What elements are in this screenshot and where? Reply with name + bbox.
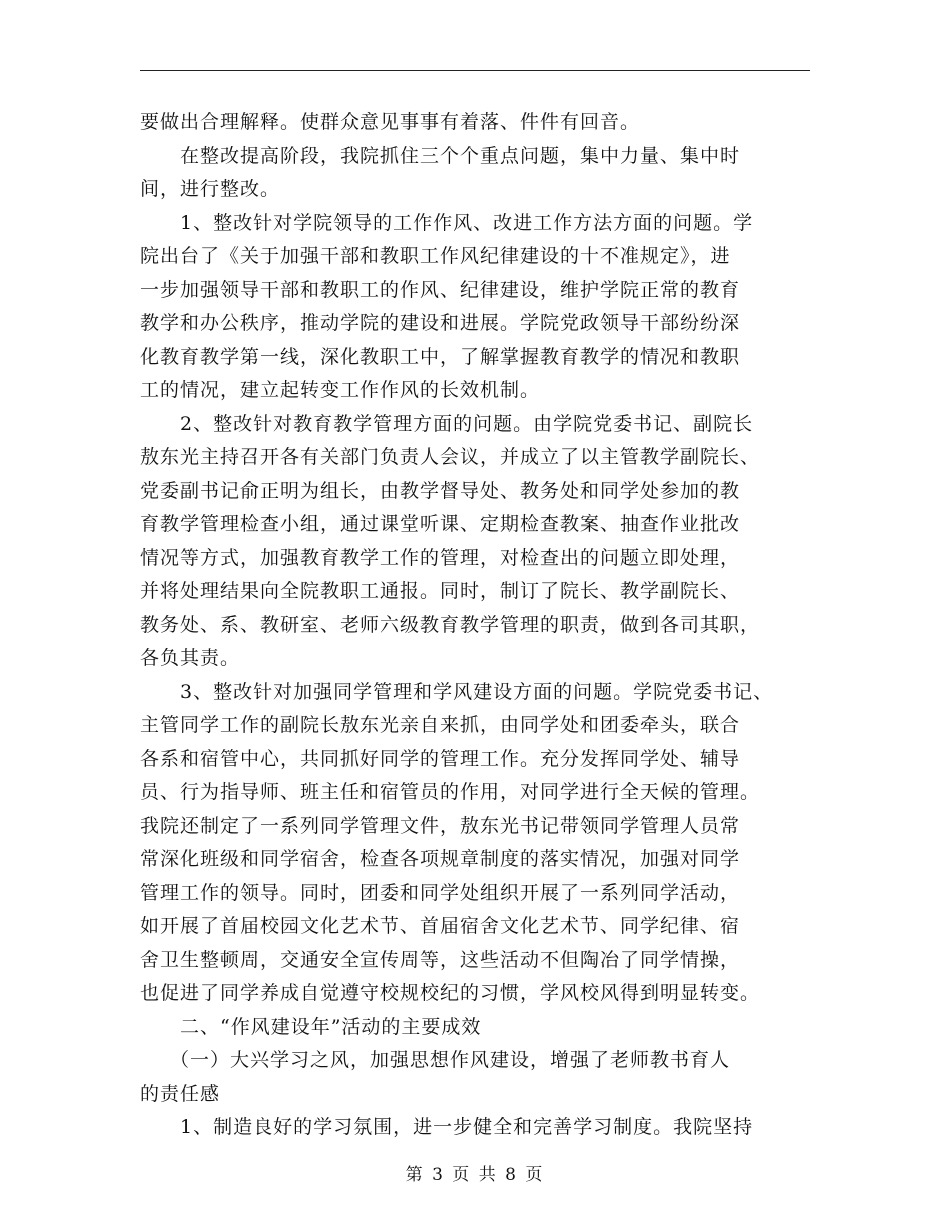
text-line: 员、行为指导师、班主任和宿管员的作用，对同学进行全天候的管理。 — [140, 781, 761, 803]
page-number-footer: 第 3 页 共 8 页 — [405, 1165, 545, 1185]
text-line: 要做出合理解释。使群众意见事事有着落、件件有回音。 — [140, 111, 641, 133]
text-line: 在整改提高阶段，我院抓住三个个重点问题，集中力量、集中时 — [180, 144, 741, 167]
text-line: 间，进行整改。 — [140, 178, 281, 200]
text-line: 舍卫生整顿周，交通安全宣传周等，这些活动不但陶冶了同学情操， — [140, 948, 741, 971]
text-line: 教学和办公秩序，推动学院的建设和进展。学院党政领导干部纷纷深 — [140, 312, 741, 334]
text-line: 情况等方式，加强教育教学工作的管理，对检查出的问题立即处理， — [140, 546, 741, 569]
text-line: 并将处理结果向全院教职工通报。同时，制订了院长、教学副院长、 — [140, 580, 741, 602]
text-line: 主管同学工作的副院长敖东光亲自来抓，由同学处和团委牵头，联合 — [140, 714, 741, 736]
text-line: 各负其责。 — [140, 647, 241, 669]
text-line: 教务处、系、教研室、老师六级教育教学管理的职责，做到各司其职， — [140, 613, 761, 636]
text-line: 我院还制定了一系列同学管理文件，敖东光书记带领同学管理人员常 — [140, 814, 741, 837]
text-line: 1、整改针对学院领导的工作作风、改进工作方法方面的问题。学 — [180, 211, 754, 234]
section-heading: 二、“作风建设年”活动的主要成效 — [180, 1015, 482, 1038]
text-line: 的责任感 — [140, 1082, 221, 1105]
text-line: 如开展了首届校园文化艺术节、首届宿舍文化艺术节、同学纪律、宿 — [140, 915, 741, 937]
text-line: 2、整改针对教育教学管理方面的问题。由学院党委书记、副院长 — [180, 412, 754, 435]
text-line: 一步加强领导干部和教职工的作风、纪律建设，维护学院正常的教育 — [140, 278, 741, 301]
text-line: 敖东光主持召开各有关部门负责人会议，并成立了以主管教学副院长、 — [140, 446, 761, 468]
text-line: 管理工作的领导。同时，团委和同学处组织开展了一系列同学活动， — [140, 881, 741, 904]
text-line: 党委副书记俞正明为组长，由教学督导处、教务处和同学处参加的教 — [140, 479, 741, 502]
subsection-heading: （一）大兴学习之风，加强思想作风建设，增强了老师教书育人 — [170, 1049, 731, 1071]
text-line: 3、整改针对加强同学管理和学风建设方面的问题。学院党委书记、 — [180, 680, 774, 703]
text-line: 院出台了《关于加强干部和教职工作风纪律建设的十不准规定》，进 — [140, 245, 731, 267]
text-line: 化教育教学第一线，深化教职工中，了解掌握教育教学的情况和教职 — [140, 345, 741, 368]
header-rule — [140, 70, 810, 71]
text-line: 1、制造良好的学习氛围，进一步健全和完善学习制度。我院坚持 — [180, 1116, 754, 1138]
text-line: 工的情况，建立起转变工作作风的长效机制。 — [140, 379, 541, 401]
text-line: 常深化班级和同学宿舍，检查各项规章制度的落实情况，加强对同学 — [140, 848, 741, 870]
document-body — [140, 106, 840, 1145]
text-line: 各系和宿管中心，共同抓好同学的管理工作。充分发挥同学处、辅导 — [140, 747, 741, 770]
text-line: 也促进了同学养成自觉遵守校规校纪的习惯，学风校风得到明显转变。 — [140, 982, 761, 1004]
text-line: 育教学管理检查小组，通过课堂听课、定期检查教案、抽查作业批改 — [140, 513, 741, 535]
